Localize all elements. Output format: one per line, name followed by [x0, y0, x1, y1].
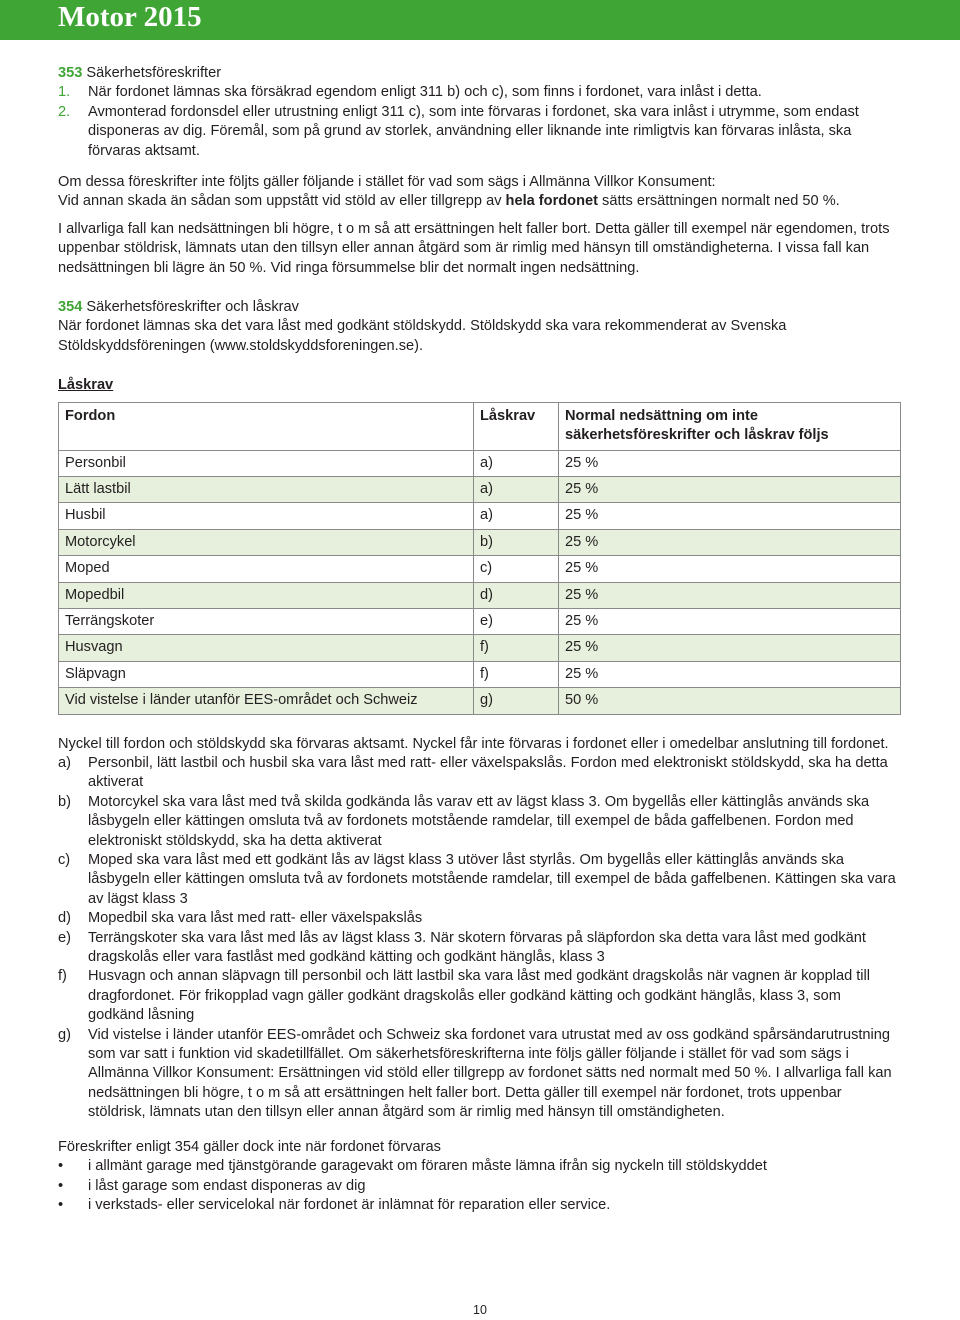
table-row: [59, 635, 901, 661]
table-cell: a): [474, 450, 559, 476]
table-cell: Släpvagn: [59, 661, 474, 687]
list-item: [58, 851, 900, 909]
list-item-text: i allmänt garage med tjänstgörande garagevakt om föraren måste lämna ifrån sig nyckeln till stöldskyddet: [88, 1158, 767, 1175]
table-cell: Husvagn: [59, 635, 474, 661]
list-item: [58, 83, 900, 102]
list-marker: g): [58, 1026, 71, 1043]
column-header: Fordon: [59, 402, 474, 450]
table-cell: 25 %: [559, 635, 901, 661]
table-cell: 25 %: [559, 450, 901, 476]
table-cell: 25 %: [559, 608, 901, 634]
list-marker: c): [58, 852, 71, 868]
list-item: [58, 929, 900, 968]
paragraph: Om dessa föreskrifter inte följts gäller följande i stället för vad som sägs i Allmänna Villkor Konsument:: [58, 174, 716, 191]
table-cell: 25 %: [559, 582, 901, 608]
table-row: [59, 529, 901, 555]
list-item: [58, 909, 900, 928]
list-marker: 2.: [58, 103, 71, 120]
bold-text: hela fordonet: [505, 193, 598, 210]
list-marker: d): [58, 910, 71, 927]
bullet-icon: •: [58, 1196, 64, 1213]
bullet-icon: •: [58, 1158, 64, 1175]
table-row: [59, 476, 901, 502]
section-title: Säkerhetsföreskrifter: [86, 65, 222, 81]
table-cell: g): [474, 688, 559, 714]
list-item-text: När fordonet lämnas ska försäkrad egendom enligt 311 b) och c), som finns i fordonet, vara inlåst i detta.: [88, 84, 762, 101]
list-marker: b): [58, 793, 71, 810]
list-item-text: Mopedbil ska vara låst med ratt- eller växelspakslås: [88, 910, 423, 927]
table-cell: 25 %: [559, 661, 901, 687]
table-cell: Lätt lastbil: [59, 476, 474, 502]
page-number: 10: [473, 1303, 487, 1317]
table-row: [59, 556, 901, 582]
table-row: [59, 688, 901, 714]
paragraph: [58, 192, 900, 211]
paragraph: Föreskrifter enligt 354 gäller dock inte när fordonet förvaras: [58, 1138, 441, 1155]
table-cell: 25 %: [559, 556, 901, 582]
paragraph: När fordonet lämnas ska det vara låst med godkänt stöldskydd. Stöldskydd ska vara rekommenderat av Svenska Stöldskyddsföreningen (www.stoldskyddsforeningen.se).: [58, 318, 787, 354]
section-title: Säkerhetsföreskrifter och låskrav: [86, 299, 299, 316]
bullet-icon: •: [58, 1177, 64, 1194]
page-content: [58, 64, 900, 1215]
table-row: [59, 503, 901, 529]
table-cell: 50 %: [559, 688, 901, 714]
list-item: [58, 793, 900, 851]
paragraph: I allvarliga fall kan nedsättningen bli högre, t o m så att ersättningen helt faller bort. Detta gäller till exempel när egendomen, trots uppenbar stöldrisk, lämnats utan den tillsyn eller annan åtgärd som är rimlig med hänsyn till omständigheterna. I vissa fall kan nedsättningen bli lägre än 50 %. Vid ringa försummelse blir det normalt ingen nedsättning.: [58, 220, 890, 276]
list-item: [58, 967, 900, 1025]
table-cell: f): [474, 661, 559, 687]
section-353-list: [58, 83, 900, 161]
list-item-text: Husvagn och annan släpvagn till personbil och lätt lastbil ska vara låst med godkänt dragskolås när vagnen är kopplad till dragfordonet. För frikopplad vagn gäller godkänt dragskolås eller godkänd kätting och godkänt hänglås, klass 3, som godkänd låsning: [88, 968, 871, 1024]
table-cell: Husbil: [59, 503, 474, 529]
text: Vid annan skada än sådan som uppstått vid stöld av eller tillgrepp av: [58, 193, 506, 210]
table-header-row: [59, 402, 901, 450]
list-item-text: Personbil, lätt lastbil och husbil ska vara låst med ratt- eller växelspakslås. Fordon med elektroniskt stöldskydd, ska ha detta aktiverat: [88, 754, 888, 791]
lock-requirements-table: [58, 402, 901, 715]
section-353-heading: [58, 64, 900, 83]
list-item: [58, 1026, 900, 1123]
list-marker: e): [58, 929, 71, 946]
table-cell: c): [474, 556, 559, 582]
table-heading: [58, 376, 900, 395]
table-cell: 25 %: [559, 503, 901, 529]
list-item: [58, 1177, 900, 1196]
table-cell: a): [474, 503, 559, 529]
table-row: [59, 450, 901, 476]
table-row: [59, 582, 901, 608]
list-item-text: Moped ska vara låst med ett godkänt lås av lägst klass 3 utöver låst styrlås. Om bygellås eller kättinglås används ska låsbygeln eller kättingen omsluta två av fordonets motstående ramdelar, till exempel de båda gaffelbenen. Kättingen ska vara av lägst klass 3: [88, 852, 896, 907]
text: sätts ersättningen normalt ned 50 %.: [597, 193, 840, 210]
column-header: Normal nedsättning om inte säkerhetsföreskrifter och låskrav följs: [559, 402, 901, 450]
table-cell: Mopedbil: [59, 582, 474, 608]
section-number: 353: [58, 65, 83, 81]
table-row: [59, 661, 901, 687]
bullet-list: [58, 1157, 900, 1215]
list-item-text: i verkstads- eller servicelokal när fordonet är inlämnat för reparation eller service.: [88, 1196, 611, 1213]
table-cell: Terrängskoter: [59, 608, 474, 634]
table-cell: a): [474, 476, 559, 502]
document-title: Motor 2015: [58, 1, 202, 33]
table-cell: Vid vistelse i länder utanför EES-området och Schweiz: [59, 688, 474, 714]
list-marker: f): [58, 968, 67, 985]
table-heading-text: Låskrav: [58, 377, 114, 394]
list-item-text: Motorcykel ska vara låst med två skilda godkända lås varav ett av lägst klass 3. Om bygellås eller kättinglås används ska låsbygeln eller kättingen omsluta två av fordonets motstående ramdelar, till exempel de båda gaffelbenen. Fordon med elektroniskt stöldskydd, ska ha detta aktiverat: [88, 793, 870, 849]
table-cell: d): [474, 582, 559, 608]
list-item-text: Vid vistelse i länder utanför EES-området och Schweiz ska fordonet vara utrustat med av oss godkänd spårsändarutrustning som var satt i funktion vid skadetillfället. Om säkerhetsföreskrifterna inte följs gäller följande i stället för vad som sägs i Allmänna Villkor Konsument: Ersättningen vid stöld eller tillgrepp av fordonet sätts ned normalt med 50 %. I allvarliga fall kan nedsättningen bli högre, t o m så att ersättningen helt faller bort. Detta gäller till exempel när fordonet, trots uppenbar stöldrisk, lämnats utan den tillsyn eller annan åtgärd som är rimlig med hänsyn till omständigheten.: [88, 1026, 892, 1121]
list-item: [58, 754, 900, 793]
header-banner: [0, 0, 960, 40]
table-cell: 25 %: [559, 476, 901, 502]
lock-requirement-list: [58, 754, 900, 1123]
column-header: Låskrav: [474, 402, 559, 450]
paragraph: Nyckel till fordon och stöldskydd ska förvaras aktsamt. Nyckel får inte förvaras i fordonet eller i omedelbar anslutning till fordonet.: [58, 735, 889, 752]
table-cell: e): [474, 608, 559, 634]
table-cell: f): [474, 635, 559, 661]
list-item-text: Terrängskoter ska vara låst med lås av lägst klass 3. När skotern förvaras på släpfordon ska detta vara låst med godkänt dragskolås eller vara fastlåst med godkänd kätting och godkänt hänglås, klass 3: [88, 929, 866, 966]
list-item: [58, 1157, 900, 1176]
table-cell: 25 %: [559, 529, 901, 555]
list-item-text: i låst garage som endast disponeras av dig: [88, 1177, 366, 1194]
table-cell: Personbil: [59, 450, 474, 476]
list-item: [58, 103, 900, 161]
table-cell: b): [474, 529, 559, 555]
table-row: [59, 608, 901, 634]
list-item: [58, 1196, 900, 1215]
section-number: 354: [58, 299, 83, 316]
list-marker: a): [58, 754, 71, 771]
list-item-text: Avmonterad fordonsdel eller utrustning enligt 311 c), som inte förvaras i fordonet, ska vara inlåst i utrymme, som endast disponeras av dig. Föremål, som på grund av storlek, användning eller liknande inte rimligtvis kan förvaras inlåsta, ska förvaras aktsamt.: [88, 103, 859, 159]
list-marker: 1.: [58, 84, 71, 101]
table-cell: Moped: [59, 556, 474, 582]
table-cell: Motorcykel: [59, 529, 474, 555]
section-354-heading: [58, 298, 900, 317]
